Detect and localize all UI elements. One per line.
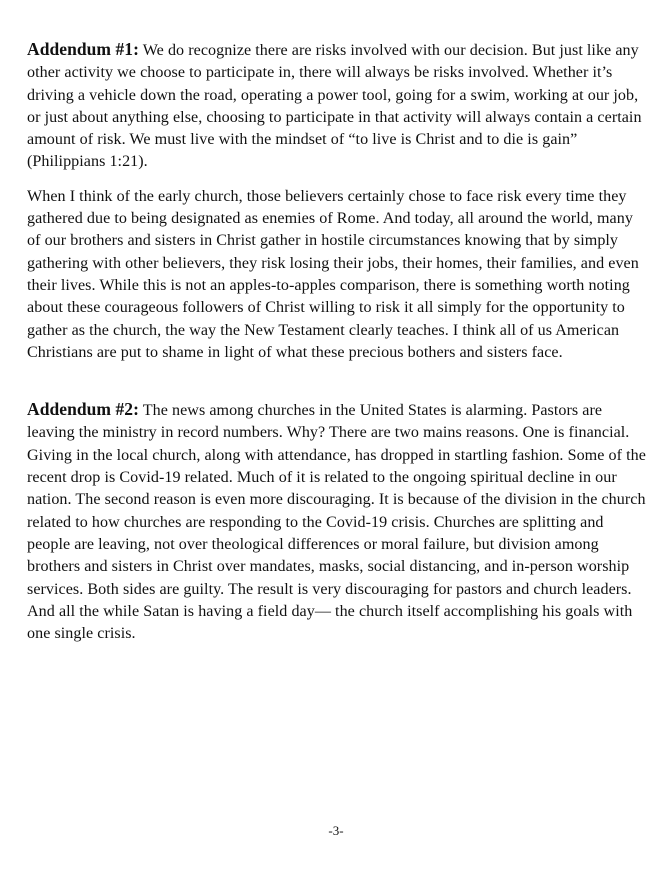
document-page xyxy=(27,38,647,645)
addendum-2-heading: Addendum #2: xyxy=(27,399,139,420)
addendum-1-paragraph xyxy=(27,38,647,174)
addendum-2-body: The news among churches in the United States is alarming. Pastors are leaving the ministry in record numbers. Why? There are two mains reasons. One is financial. Giving in the local church, along with attendance, has dropped in startling fashion. Some of the recent drop is Covid-19 related. Much of it is related to the ongoing spiritual decline in our nation. The second reason is even more discouraging. It is because of the division in the church related to how churches are responding to the Covid-19 crisis. Churches are splitting and people are leaving, not over theological differences or moral failure, but division among brothers and sisters in Christ over mandates, masks, social distancing, and in-person worship services. Both sides are guilty. The result is very discouraging for pastors and church leaders. And all the while Satan is having a field day— the church itself accomplishing his goals with one single crisis. xyxy=(27,402,646,643)
addendum-1-heading: Addendum #1: xyxy=(27,39,139,59)
addendum-2-paragraph xyxy=(27,398,647,645)
early-church-body: When I think of the early church, those believers certainly chose to face risk every time they gathered due to being designated as enemies of Rome. And today, all around the world, many of our brothers and sisters in Christ gather in hostile circumstances knowing that by simply gathering with other believers, they risk losing their jobs, their homes, their families, and even their lives. While this is not an apples-to-apples comparison, there is something worth noting about these courageous followers of Christ willing to risk it all simply for the opportunity to gather as the church, the way the New Testament clearly teaches. I think all of us American Christians are put to shame in light of what these precious bothers and sisters face. xyxy=(27,187,639,361)
addendum-1-body: We do recognize there are risks involved with our decision. But just like any other activity we choose to participate in, there will always be risks involved. Whether it’s driving a vehicle down the road, operating a power tool, going for a swim, working at our job, or just about anything else, choosing to participate in that activity will always contain a certain amount of risk. We must live with the mindset of “to live is Christ and to die is gain” (Philippians 1:21). xyxy=(27,42,642,171)
early-church-paragraph xyxy=(27,186,647,364)
page-number: -3- xyxy=(328,823,344,838)
